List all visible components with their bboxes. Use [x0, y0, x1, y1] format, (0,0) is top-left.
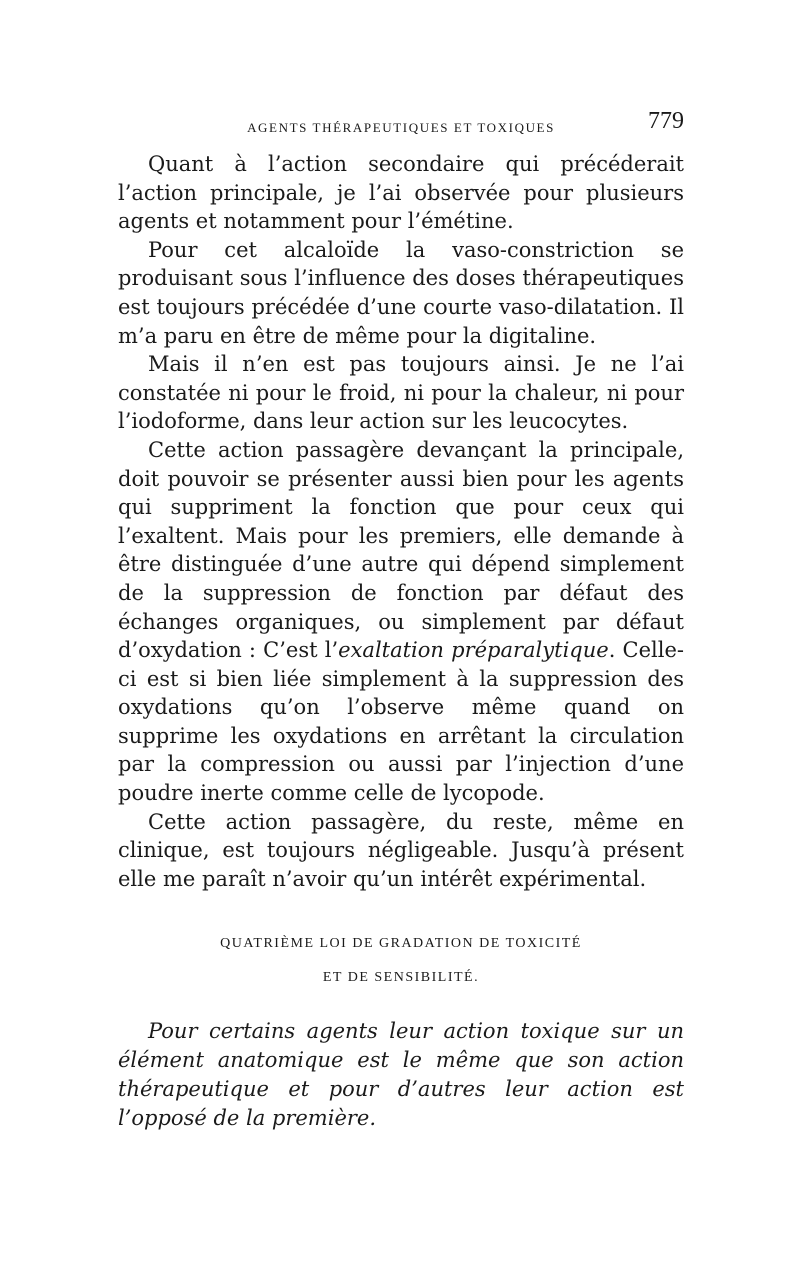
book-page: [118, 108, 684, 1154]
paragraph-text: Cette action passagère devançant la principale, doit pouvoir se présenter aussi bien pour les agents qui suppriment la fonction que pour ceux qui l’exaltent. Mais pour les premiers, elle demande à être distinguée d’une autre qui dépend simplement de la suppression de fonction par défaut des échanges organiques, ou simplement par défaut d’oxydation : C’est l’: [118, 437, 684, 663]
section-heading-line: ET DE SENSIBILITÉ.: [322, 970, 480, 986]
paragraph: Pour cet alcaloïde la vaso-constriction se produisant sous l’influence des doses thérapeutiques est toujours précédée d’une courte vaso-dilatation. Il m’a paru en être de même pour la digitaline.: [118, 237, 684, 348]
paragraph: Mais il n’en est pas toujours ainsi. Je ne l’ai constatée ni pour le froid, ni pour la chaleur, ni pour l’iodoforme, dans leur action sur les leucocytes.: [118, 352, 684, 434]
section-heading: [118, 927, 684, 995]
running-head: [118, 108, 684, 138]
italic-term: exaltation préparalytique: [338, 638, 609, 663]
paragraph: [118, 436, 684, 808]
paragraph-text: . Celle-ci est si bien liée simplement à la suppression des oxydations qu’on l’observe même quand on supprime les oxydations en arrêtant la circulation par la compression ou aussi par l’injection d’une poudre inerte comme celle de lycopode.: [118, 638, 684, 806]
paragraph: Cette action passagère, du reste, même en clinique, est toujours négligeable. Jusqu’à présent elle me paraît n’avoir qu’un intérêt expérimental.: [118, 809, 684, 891]
body-text: [118, 150, 684, 893]
page-number: 779: [648, 108, 684, 134]
law-statement: Pour certains agents leur action toxique sur un élément anatomique est le même que son action thérapeutique et pour d’autres leur action est l’opposé de la première.: [118, 1019, 684, 1131]
running-title: AGENTS THÉRAPEUTIQUES ET TOXIQUES: [247, 120, 555, 135]
section-heading-line: QUATRIÈME LOI DE GRADATION DE TOXICITÉ: [220, 936, 582, 952]
paragraph: Quant à l’action secondaire qui précéderait l’action principale, je l’ai observée pour plusieurs agents et notamment pour l’émétine.: [118, 152, 684, 234]
